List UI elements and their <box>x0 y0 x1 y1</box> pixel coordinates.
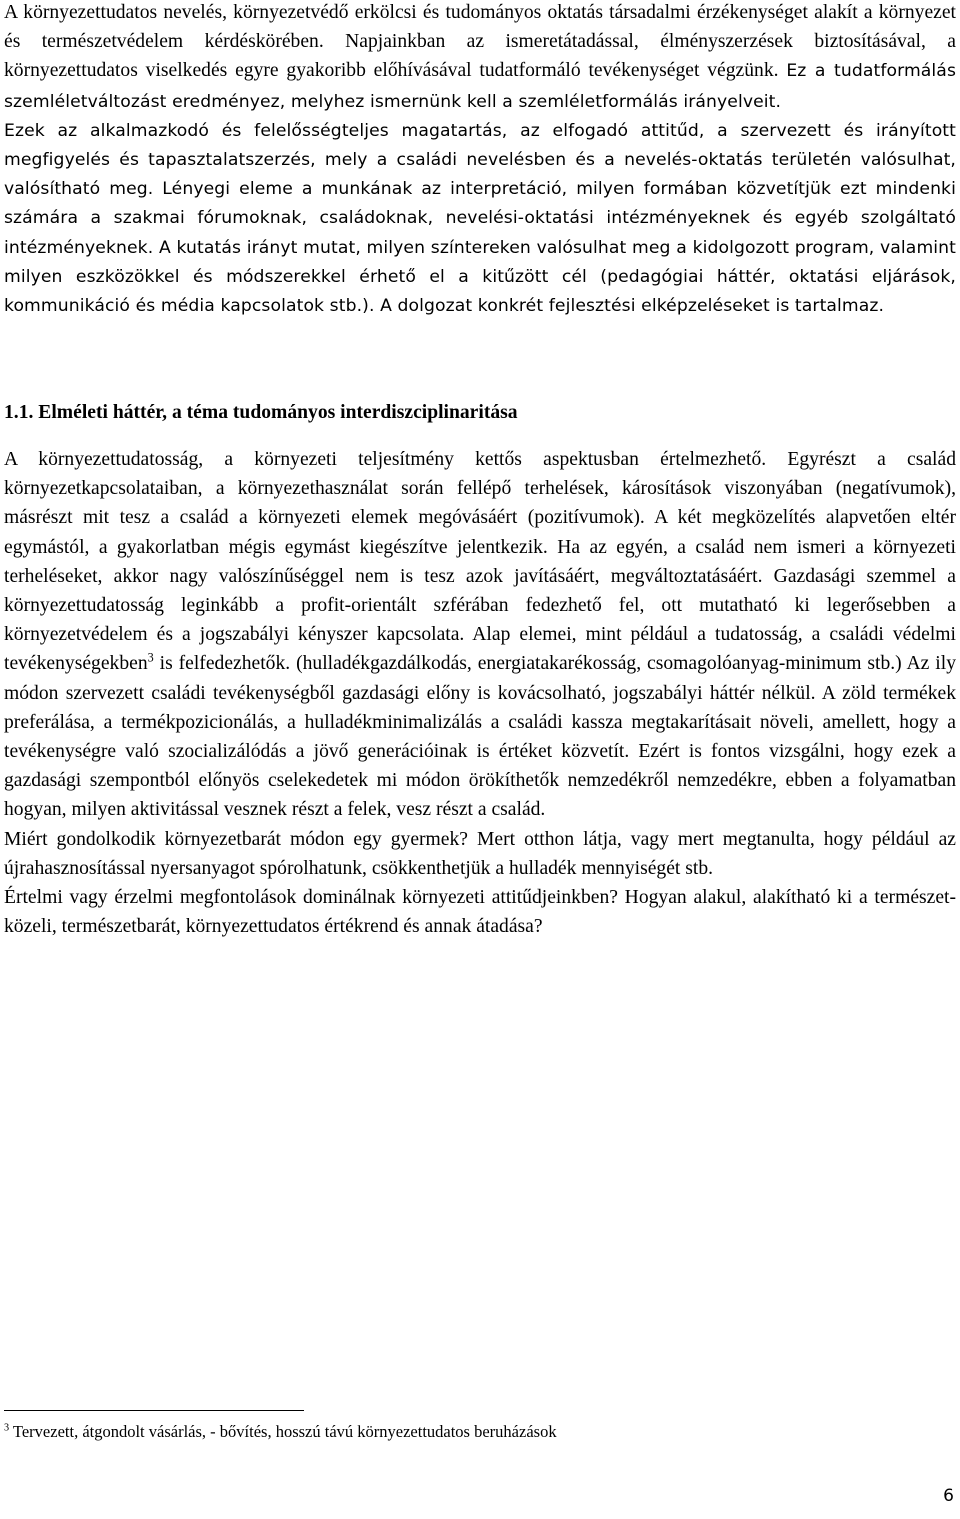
footnote-reference[interactable]: 3 <box>147 650 154 665</box>
intro-text-block <box>4 0 956 321</box>
footnote-number: 3 <box>4 1422 10 1434</box>
theory-text-block <box>4 445 956 941</box>
theory-paragraph <box>4 445 956 825</box>
footnote-text: Tervezett, átgondolt vásárlás, - bővítés, hosszú távú környezettudatos beruházások <box>9 1422 557 1441</box>
principles-paragraph: Ezek az alkalmazkodó és felelősségteljes magatartás, az elfogadó attitűd, a szervezett és irányított megfigyelés és tapasztalatszerzés, mely a családi nevelésben és a nevelés-oktatás területén valósulhat, valósítható meg. Lényegi eleme a munkának az interpretáció, milyen formában közvetítjük ezt mindenki számára a szakmai fórumoknak, családoknak, nevelési-oktatási intézményeknek és egyéb szolgáltató intézményeknek. A kutatás irányt mutat, milyen színtereken valósulhat meg a kidolgozott program, valamint milyen eszközökkel és módszerekkel érhető el a kitűzött cél (pedagógiai háttér, oktatási eljárások, kommunikáció és média kapcsolatok stb.). A dolgozat konkrét fejlesztési elképzeléseket is tartalmaz. <box>4 120 956 317</box>
footnote <box>4 1420 954 1444</box>
theory-paragraph-part-b: is felfedezhetők. (hulladékgazdálkodás, energiatakarékosság, csomagolóanyag-minimum stb.) Az ily módon szervezett családi tevékenységből gazdasági előny is kovácsolható, jogszabályi háttér nélkül. A zöld termékek preferálása, a termékpozicionálás, a hulladékminimalizálás a családi kassza megtakarításait növeli, amellett, hogy a tevékenységre való szocializálódás a jövő generációinak is értéket közvetít. Ezért is fontos vizsgálni, hogy ezek a gazdasági szempontból előnyös cselekedetek mi módon örökíthetők nemzedékről nemzedékre, ebben a folyamatban hogyan, milyen aktivitással vesznek részt a felek, vesz részt a család. <box>4 653 956 821</box>
section-heading: 1.1. Elméleti háttér, a téma tudományos interdiszciplinaritása <box>4 402 518 423</box>
page-number: 6 <box>943 1486 954 1506</box>
intro-paragraph <box>4 0 956 117</box>
intro-paragraph-part-a: A környezettudatos nevelés, környezetvédő erkölcsi és tudományos oktatás társadalmi érzékenységet alakít a környezet és természetvédelem kérdéskörében. Napjainkban az ismeretátadással, élményszerzések biztosításával, a környezettudatos viselkedés egyre gyakoribb előhívásával tudatformáló tevékenységet végzünk. <box>4 2 956 82</box>
footnote-separator <box>4 1410 304 1411</box>
theory-paragraph-part-a: A környezettudatosság, a környezeti teljesítmény kettős aspektusban értelmezhető. Egyrészt a család környezetkapcsolataiban, a környezethasználat során fellépő terhelések, károsítások viszonyában (negatívumok), másrészt mit tesz a család a környezeti elemek megóvásáért (pozitívumok). A két megközelítés alapvetően eltér egymástól, a gyakorlatban mégis egymást kiegészítve jelentkezik. Ha az egyén, a család nem ismeri a környezeti terheléseket, akkor nagy valószínűséggel nem is tesz azok javításáért, megváltoztatásáért. Gazdasági szemmel a környezettudatosság leginkább a profit-orientált szférában fedezhető fel, ott mutatható ki legerősebben a környezetvédelem és a jogszabályi kényszer kapcsolata. Alap elemei, mint például a tudatosság, a családi védelmi tevékenységekben <box>4 449 956 675</box>
attitude-paragraph: Értelmi vagy érzelmi megfontolások dominálnak környezeti attitűdjeinkben? Hogyan alakul, alakítható ki a természet-közeli, természetbarát, környezettudatos értékrend és annak átadása? <box>4 887 956 938</box>
intro-paragraph-part-b: Ez a tudatformálás szemléletváltozást eredményez, melyhez ismernünk kell a szemléletformálás irányelveit. <box>4 61 956 112</box>
question-paragraph: Miért gondolkodik környezetbarát módon egy gyermek? Mert otthon látja, vagy mert megtanulta, hogy például az újrahasznosítással nyersanyagot spórolhatunk, csökkenthetjük a hulladék mennyiségét stb. <box>4 828 956 879</box>
